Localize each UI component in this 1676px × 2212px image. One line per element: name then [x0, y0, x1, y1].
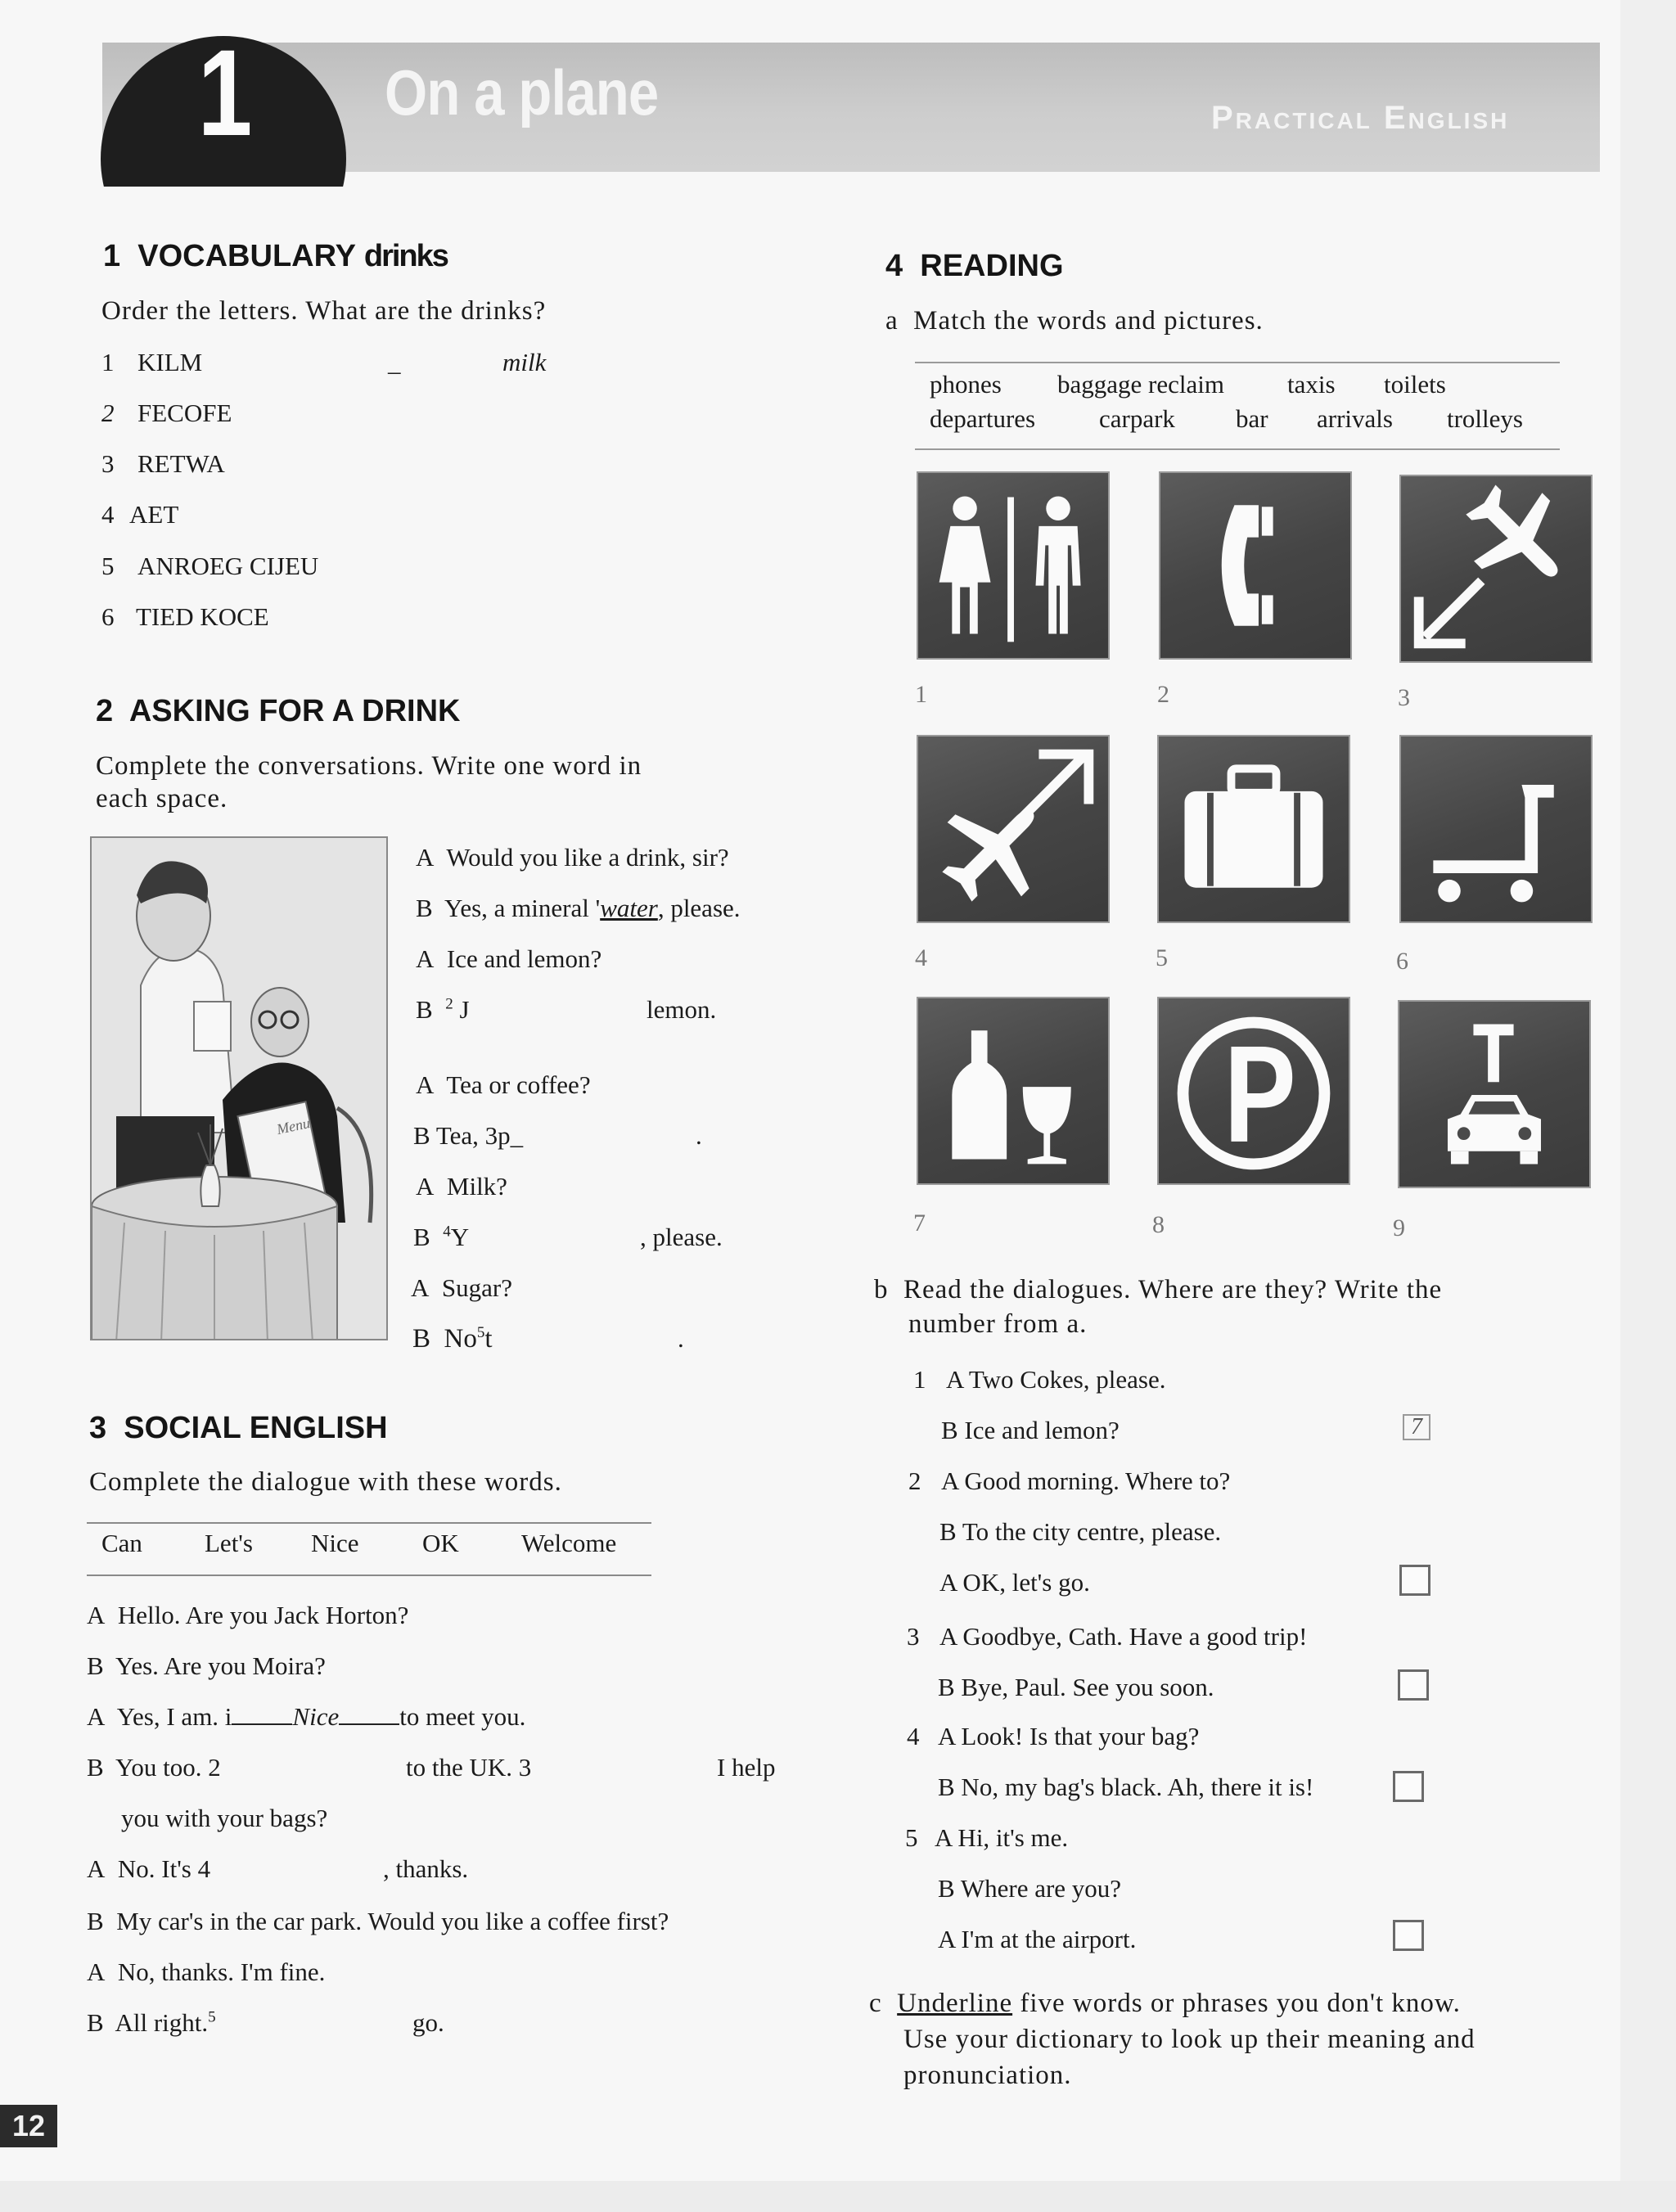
suitcase-icon — [1157, 735, 1350, 923]
toilets-icon — [917, 471, 1110, 660]
word-box-item: Nice — [311, 1529, 359, 1557]
page-bottom-strip — [0, 2181, 1676, 2212]
vocab-item-word: FECOFE — [137, 399, 232, 427]
picture-number: 4 — [915, 944, 927, 971]
dialogue-line: B You too. 2 — [87, 1753, 221, 1782]
dialogue-line: A Hi, it's me. — [935, 1823, 1069, 1852]
dialogue-line: B All right.$^5$ — [87, 2008, 216, 2037]
reading-c-instruction-line: Use your dictionary to look up their meaning and — [903, 2025, 1476, 2054]
vocab-item-number: 5 — [101, 552, 115, 580]
conversation-line-end: . — [678, 1324, 684, 1353]
picture-number: 7 — [913, 1210, 926, 1237]
word-box-item: carpark — [1099, 404, 1175, 433]
conversation-line: A Tea or coffee? — [416, 1070, 591, 1099]
dialogue-line: A No. It's 4 — [87, 1854, 211, 1883]
page-edge — [1620, 0, 1676, 2212]
dialogue-number: 3 — [907, 1622, 920, 1651]
vocab-item-word: ANROEG CIJEU — [137, 552, 319, 580]
answer-checkbox[interactable] — [1398, 1669, 1429, 1701]
section-title: VOCABULARY — [137, 239, 356, 273]
dialogue-line-part: to the UK. 3 — [406, 1753, 532, 1782]
waiter-drawing — [92, 838, 388, 1340]
word-box-item: bar — [1236, 404, 1268, 433]
dialogue-line: A Two Cokes, please. — [946, 1365, 1166, 1394]
vocabulary-instruction: Order the letters. What are the drinks? — [101, 296, 547, 326]
filled-answer: water — [600, 894, 658, 922]
conversation-line: A Milk? — [416, 1172, 507, 1201]
word-box-item: arrivals — [1317, 404, 1393, 433]
dialogue-line: B My car's in the car park. Would you like a coffee first? — [87, 1907, 669, 1935]
word-box-item: Welcome — [521, 1529, 617, 1557]
section-label: Practical English — [1211, 100, 1510, 136]
dialogue-line: A Good morning. Where to? — [941, 1466, 1231, 1495]
conversation-line: B Yes, a mineral 'water, please. — [416, 894, 741, 922]
underline-word: Underline — [897, 1989, 1013, 2018]
word-box-item: Let's — [205, 1529, 253, 1557]
conversation-line: B $^4$Y — [413, 1223, 470, 1251]
social-english-heading — [89, 1411, 388, 1446]
vocab-item-number: 2 — [101, 399, 115, 427]
word-box-top-rule — [915, 362, 1560, 363]
picture-number: 2 — [1157, 681, 1169, 708]
phone-icon — [1159, 471, 1352, 660]
answer-blank-mark: _ — [388, 348, 401, 376]
section-number: 1 — [103, 239, 121, 273]
unit-title: On a plane — [385, 56, 659, 128]
reading-b-instruction-line: number from a. — [908, 1309, 1088, 1339]
dialogue-line: A I'm at the airport. — [938, 1925, 1137, 1953]
asking-instruction-line: Complete the conversations. Write one word in — [96, 751, 642, 781]
dialogue-number: 5 — [905, 1823, 918, 1852]
word-box-top-rule — [87, 1522, 651, 1524]
trolley-icon — [1399, 735, 1593, 923]
vocab-item-number: 6 — [101, 602, 115, 631]
answer-checkbox[interactable] — [1393, 1771, 1424, 1802]
vocab-item-word: AET — [129, 500, 179, 529]
dialogue-line: A Goodbye, Cath. Have a good trip! — [939, 1622, 1308, 1651]
menu-label: Menu — [275, 1114, 312, 1138]
dialogue-line: B Ice and lemon? — [941, 1416, 1120, 1444]
dialogue-line: A OK, let's go. — [939, 1568, 1090, 1597]
vocabulary-heading — [103, 239, 448, 274]
section-number: 2 — [96, 694, 114, 728]
word-box-item: Can — [101, 1529, 142, 1557]
reading-heading — [885, 249, 1064, 284]
picture-number: 5 — [1156, 944, 1168, 971]
answer-checkbox[interactable] — [1393, 1920, 1424, 1951]
picture-number: 1 — [915, 681, 927, 708]
picture-number: 9 — [1393, 1214, 1405, 1241]
word-box-item: departures — [930, 404, 1036, 433]
conversation-line: B Tea, 3p_ — [413, 1121, 524, 1150]
conversation-line: B No$^5$t — [412, 1324, 493, 1354]
word-box-bottom-rule — [87, 1575, 651, 1576]
filled-answer: Nice — [292, 1702, 340, 1731]
dialogue-line: B No, my bag's black. Ah, there it is! — [938, 1773, 1314, 1801]
dialogue-line: B Yes. Are you Moira? — [87, 1651, 326, 1680]
picture-number: 6 — [1396, 948, 1408, 975]
vocab-item-number: 4 — [101, 500, 115, 529]
dialogue-line: B To the city centre, please. — [939, 1517, 1222, 1546]
section-title: SOCIAL ENGLISH — [124, 1411, 388, 1445]
word-box-item: toilets — [1384, 370, 1446, 399]
unit-number: 1 — [197, 24, 253, 161]
vocab-item-word: KILM — [137, 348, 203, 376]
dialogue-line-part: I help — [717, 1753, 776, 1782]
conversation-line: A Would you like a drink, sir? — [416, 843, 729, 872]
answer-checkbox[interactable] — [1399, 1565, 1430, 1596]
parking-icon — [1157, 997, 1350, 1185]
word-box-item: baggage reclaim — [1057, 370, 1224, 399]
dialogue-line: B Bye, Paul. See you soon. — [938, 1673, 1214, 1701]
reading-c-instruction-line: pronunciation. — [903, 2061, 1072, 2090]
dialogue-number: 2 — [908, 1466, 921, 1495]
word-box-item: phones — [930, 370, 1002, 399]
conversation-line-end: lemon. — [647, 995, 717, 1024]
vocab-item-word: RETWA — [137, 449, 225, 478]
reading-b-instruction: b Read the dialogues. Where are they? Write the — [874, 1275, 1443, 1304]
dialogue-line: A Yes, I am. i Nice to meet you. — [87, 1702, 526, 1731]
dialogue-line: A Hello. Are you Jack Horton? — [87, 1601, 409, 1629]
waiter-illustration — [90, 836, 388, 1340]
vocab-item-answer: milk — [502, 348, 547, 376]
page-number: 12 — [0, 2105, 57, 2147]
dialogue-line-part: go. — [412, 2008, 444, 2037]
dialogue-number: 4 — [907, 1722, 920, 1750]
dialogue-line: A No, thanks. I'm fine. — [87, 1957, 326, 1986]
word-box-item: taxis — [1287, 370, 1336, 399]
arrivals-icon — [1399, 475, 1593, 663]
section-title: READING — [920, 249, 1064, 283]
word-box-item: trolleys — [1447, 404, 1523, 433]
asking-instruction-line: each space. — [96, 784, 228, 813]
picture-number: 8 — [1152, 1211, 1165, 1238]
dialogue-line: A Look! Is that your bag? — [938, 1722, 1200, 1750]
vocab-item-word: TIED KOCE — [136, 602, 269, 631]
vocab-item-number: 1 — [101, 348, 115, 376]
word-box-item: OK — [422, 1529, 459, 1557]
conversation-line: B $^2$ J — [416, 995, 470, 1024]
word-box-bottom-rule — [915, 448, 1560, 450]
dialogue-line: B Where are you? — [938, 1874, 1122, 1903]
conversation-line: A Sugar? — [411, 1273, 512, 1302]
vocab-item-number: 3 — [101, 449, 115, 478]
section-subtitle: drinks — [363, 239, 448, 273]
section-number: 4 — [885, 249, 903, 283]
picture-number: 3 — [1398, 684, 1410, 711]
asking-for-drink-heading — [96, 694, 460, 729]
reading-a-instruction: a Match the words and pictures. — [885, 306, 1264, 336]
section-number: 3 — [89, 1411, 107, 1445]
answer-box[interactable]: 7 — [1403, 1414, 1430, 1440]
section-title: ASKING FOR A DRINK — [128, 694, 461, 728]
conversation-line-end: . — [696, 1121, 702, 1150]
dialogue-number: 1 — [913, 1365, 926, 1394]
departures-icon — [917, 735, 1110, 923]
dialogue-line: you with your bags? — [121, 1804, 328, 1832]
dialogue-line-part: , thanks. — [383, 1854, 469, 1883]
conversation-line: A Ice and lemon? — [416, 944, 602, 973]
social-instruction: Complete the dialogue with these words. — [89, 1467, 562, 1497]
conversation-line-end: , please. — [640, 1223, 723, 1251]
taxi-icon — [1398, 1000, 1591, 1188]
bar-icon — [917, 997, 1110, 1185]
reading-c-instruction: c Underline five words or phrases you don't know. — [869, 1989, 1461, 2018]
